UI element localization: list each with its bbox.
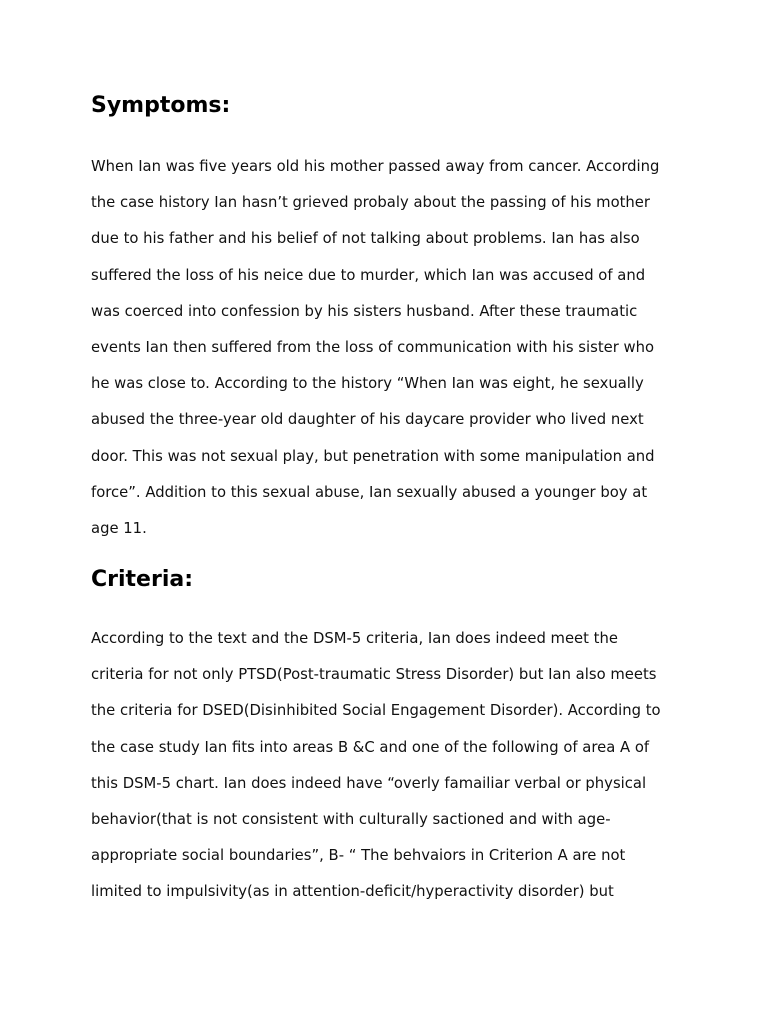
paragraph-line: appropriate social boundaries”, B- “ The behvaiors in Criterion A are not (91, 847, 626, 865)
paragraph-line: the case history Ian hasn’t grieved probaly about the passing of his mother (91, 194, 650, 212)
paragraph-line: force”. Addition to this sexual abuse, Ian sexually abused a younger boy at (91, 483, 648, 501)
paragraph-line: abused the three-year old daughter of his daycare provider who lived next (91, 411, 644, 429)
paragraph-line: age 11. (91, 519, 147, 537)
paragraph-line: events Ian then suffered from the loss of communication with his sister who (91, 338, 655, 356)
symptoms-heading: Symptoms: (91, 93, 231, 118)
paragraph-line: due to his father and his belief of not talking about problems. Ian has also (91, 230, 640, 248)
criteria-heading: Criteria: (91, 567, 194, 592)
paragraph-line: this DSM-5 chart. Ian does indeed have “overly famailiar verbal or physical (91, 774, 647, 792)
paragraph-line: door. This was not sexual play, but penetration with some manipulation and (91, 447, 655, 465)
symptoms-paragraph (91, 158, 691, 556)
paragraph-line: the case study Ian fits into areas B &C and one of the following of area A of (91, 738, 650, 756)
paragraph-line: the criteria for DSED(Disinhibited Social Engagement Disorder). According to (91, 702, 661, 720)
paragraph-line: According to the text and the DSM-5 criteria, Ian does indeed meet the (91, 630, 618, 647)
paragraph-line: was coerced into confession by his sisters husband. After these traumatic (91, 302, 638, 320)
paragraph-line: suffered the loss of his neice due to murder, which Ian was accused of and (91, 266, 646, 284)
paragraph-line: behavior(that is not consistent with culturally sactioned and with age- (91, 810, 611, 828)
paragraph-line: criteria for not only PTSD(Post-traumatic Stress Disorder) but Ian also meets (91, 666, 657, 684)
paragraph-line: When Ian was five years old his mother passed away from cancer. According (91, 158, 660, 175)
criteria-paragraph (91, 630, 691, 920)
paragraph-line: he was close to. According to the history “When Ian was eight, he sexually (91, 375, 644, 393)
paragraph-line: limited to impulsivity(as in attention-deficit/hyperactivity disorder) but (91, 883, 614, 901)
